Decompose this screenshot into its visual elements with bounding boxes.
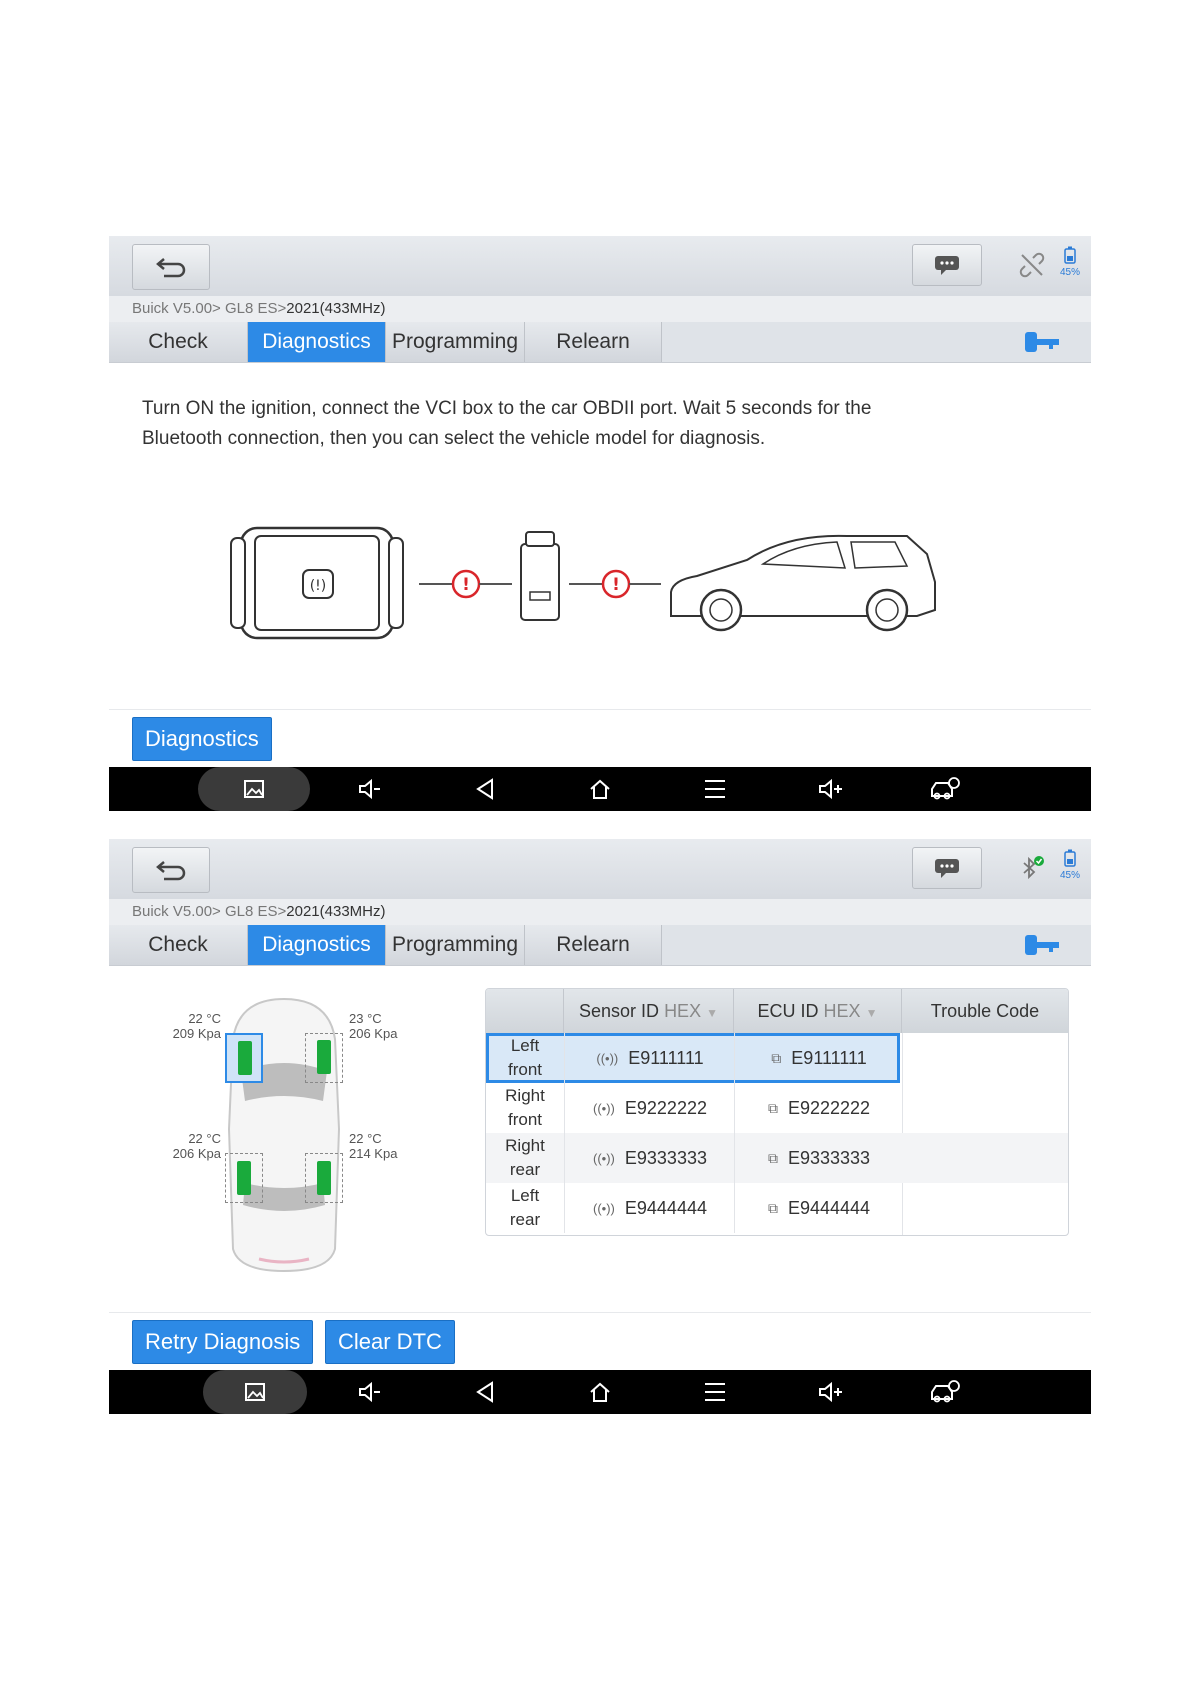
header-sensor-hex: HEX xyxy=(664,1001,702,1021)
header-trouble-code: Trouble Code xyxy=(902,989,1068,1033)
vehicle-diagnostic-button[interactable] xyxy=(895,767,995,811)
sensor-id-value: E9333333 xyxy=(624,1147,707,1168)
tab-programming[interactable]: Programming xyxy=(386,322,525,362)
breadcrumb-current: 2021(433MHz) xyxy=(286,300,386,317)
header-position xyxy=(486,989,564,1033)
screenshot-button[interactable] xyxy=(198,767,310,811)
key-icon[interactable] xyxy=(1023,933,1063,957)
warning-icon xyxy=(453,571,479,597)
warning-icon xyxy=(603,571,629,597)
tire-pressure: 206 Kpa xyxy=(349,1026,398,1041)
tpms-diagnostics-result-screen xyxy=(109,839,1091,1414)
tablet-icon xyxy=(231,528,403,638)
screenshot-button[interactable] xyxy=(203,1370,307,1414)
svg-text:!: ! xyxy=(462,575,470,595)
header-sensor-id[interactable] xyxy=(564,989,734,1033)
tire-pressure: 206 Kpa xyxy=(172,1146,221,1161)
home-icon xyxy=(588,778,612,800)
svg-text:!: ! xyxy=(612,575,620,595)
position-line2: front xyxy=(507,1110,543,1129)
tire-temp: 22 °C xyxy=(349,1131,382,1146)
tab-bar xyxy=(109,322,1091,363)
tire-reading-right-rear xyxy=(349,1131,409,1161)
top-toolbar xyxy=(109,839,1091,900)
car-diagnostic-icon xyxy=(929,1379,961,1405)
ecu-icon: ⧉ xyxy=(767,1099,778,1116)
volume-up-button[interactable] xyxy=(780,1370,880,1414)
back-nav-button[interactable] xyxy=(436,767,536,811)
message-button[interactable] xyxy=(912,244,982,286)
chat-bubble-icon xyxy=(933,857,961,879)
position-line1: Right xyxy=(505,1086,545,1105)
table-row[interactable] xyxy=(486,1083,1068,1133)
position-line1: Left xyxy=(510,1186,540,1205)
back-arrow-icon xyxy=(154,255,188,279)
battery-indicator xyxy=(1055,849,1085,881)
ecu-id-cell xyxy=(734,1183,903,1233)
table-row[interactable] xyxy=(486,1183,1068,1233)
position-line2: rear xyxy=(509,1210,541,1229)
ecu-id-value: E9444444 xyxy=(787,1197,871,1218)
tire-pressure: 214 Kpa xyxy=(349,1146,398,1161)
screenshot-icon xyxy=(243,1381,267,1403)
sort-down-icon: ▼ xyxy=(865,1006,878,1020)
ecu-id-cell xyxy=(734,1083,903,1133)
tire-temp: 23 °C xyxy=(349,1011,382,1026)
car-icon xyxy=(671,536,935,630)
volume-up-button[interactable] xyxy=(780,767,880,811)
divider xyxy=(109,1312,1091,1313)
top-toolbar xyxy=(109,236,1091,297)
volume-down-icon xyxy=(357,1381,383,1403)
clear-dtc-button[interactable]: Clear DTC xyxy=(325,1320,455,1364)
sensor-signal-icon: ((•)) xyxy=(596,1050,619,1066)
tire-left-front-selected[interactable] xyxy=(225,1033,263,1083)
volume-down-button[interactable] xyxy=(320,767,420,811)
ecu-icon: ⧉ xyxy=(771,1049,782,1066)
sort-down-icon: ▼ xyxy=(706,1006,718,1020)
tire-left-rear[interactable] xyxy=(225,1153,263,1203)
ecu-id-value: E9333333 xyxy=(787,1147,871,1168)
back-arrow-icon xyxy=(154,858,188,882)
tab-check[interactable]: Check xyxy=(109,322,248,362)
tire-reading-left-rear xyxy=(165,1131,221,1161)
row-position xyxy=(486,1033,564,1083)
tire-status-ok xyxy=(317,1161,331,1195)
sensor-id-value: E9222222 xyxy=(624,1097,707,1118)
back-button[interactable] xyxy=(132,244,210,290)
connection-diagram xyxy=(227,524,991,644)
row-position xyxy=(486,1133,564,1183)
tire-position-overview xyxy=(169,989,399,1279)
key-icon[interactable] xyxy=(1023,330,1063,354)
header-ecu-id[interactable] xyxy=(734,989,902,1033)
home-button[interactable] xyxy=(550,1370,650,1414)
tire-pressure: 209 Kpa xyxy=(172,1026,221,1041)
volume-down-button[interactable] xyxy=(320,1370,420,1414)
tab-diagnostics[interactable]: Diagnostics xyxy=(248,925,386,965)
table-row[interactable] xyxy=(486,1133,1068,1183)
tire-status-ok xyxy=(237,1161,251,1195)
sensor-id-value: E9111111 xyxy=(628,1047,704,1068)
header-ecu-hex: HEX xyxy=(823,1001,861,1021)
triangle-back-icon xyxy=(474,778,498,800)
bluetooth-connected-icon xyxy=(1019,855,1045,881)
breadcrumb-current: 2021(433MHz) xyxy=(286,903,386,920)
sensor-id-cell xyxy=(564,1133,735,1183)
breadcrumb xyxy=(109,296,1091,322)
ecu-icon: ⧉ xyxy=(767,1199,778,1216)
tire-reading-right-front xyxy=(349,1011,409,1041)
sensor-id-cell xyxy=(564,1183,735,1233)
breadcrumb-path: Buick V5.00> GL8 ES> xyxy=(132,300,287,317)
tab-programming[interactable]: Programming xyxy=(386,925,525,965)
breadcrumb xyxy=(109,899,1091,925)
table-row-selected[interactable] xyxy=(486,1033,900,1083)
tire-status-ok xyxy=(317,1040,331,1074)
car-diagnostic-icon xyxy=(929,776,961,802)
sensor-id-value: E9444444 xyxy=(624,1197,707,1218)
menu-button[interactable] xyxy=(665,1370,765,1414)
back-nav-button[interactable] xyxy=(436,1370,536,1414)
breadcrumb-path: Buick V5.00> GL8 ES> xyxy=(132,903,287,920)
tire-right-front[interactable] xyxy=(305,1033,343,1083)
sensor-id-cell xyxy=(564,1083,735,1133)
ecu-icon: ⧉ xyxy=(767,1149,778,1166)
menu-button[interactable] xyxy=(665,767,765,811)
battery-percent: 45% xyxy=(1059,267,1080,278)
header-sensor-label: Sensor ID xyxy=(579,1001,660,1021)
sensor-signal-icon: ((•)) xyxy=(593,1100,615,1116)
home-button[interactable] xyxy=(550,767,650,811)
tire-status-ok xyxy=(238,1041,252,1075)
ecu-id-cell xyxy=(734,1033,903,1083)
home-icon xyxy=(588,1381,612,1403)
ecu-id-value: E9111111 xyxy=(791,1047,867,1068)
tire-temp: 22 °C xyxy=(188,1011,221,1026)
android-nav-bar xyxy=(109,767,1091,811)
message-button[interactable] xyxy=(912,847,982,889)
sensor-id-table xyxy=(485,988,1069,1236)
tire-right-rear[interactable] xyxy=(305,1153,343,1203)
instruction-text: Turn ON the ignition, connect the VCI box to the car OBDII port. Wait 5 seconds for the Bluetooth connection, then you can select the vehicle model for diagnosis. xyxy=(142,398,872,449)
android-nav-bar xyxy=(109,1370,1091,1414)
tab-relearn[interactable]: Relearn xyxy=(525,925,662,965)
tab-check[interactable]: Check xyxy=(109,925,248,965)
position-line1: Right xyxy=(505,1136,545,1155)
back-button[interactable] xyxy=(132,847,210,893)
tab-bar xyxy=(109,925,1091,966)
volume-up-icon xyxy=(817,778,843,800)
volume-down-icon xyxy=(357,778,383,800)
chat-bubble-icon xyxy=(933,254,961,276)
row-position xyxy=(486,1083,564,1133)
tire-reading-left-front xyxy=(165,1011,221,1041)
vci-box-icon xyxy=(521,532,559,620)
row-position xyxy=(486,1183,564,1233)
divider xyxy=(109,709,1091,710)
tab-diagnostics[interactable]: Diagnostics xyxy=(248,322,386,362)
triangle-back-icon xyxy=(474,1381,498,1403)
screenshot-icon xyxy=(242,778,266,800)
position-line2: front xyxy=(507,1060,543,1079)
sensor-signal-icon: ((•)) xyxy=(593,1200,615,1216)
diagnostics-button[interactable]: Diagnostics xyxy=(132,717,272,761)
ecu-id-value: E9222222 xyxy=(787,1097,871,1118)
battery-icon xyxy=(1064,849,1076,867)
link-disconnected-icon xyxy=(1019,252,1045,278)
menu-icon xyxy=(703,1381,727,1403)
tire-temp: 22 °C xyxy=(188,1131,221,1146)
volume-up-icon xyxy=(817,1381,843,1403)
position-line2: rear xyxy=(509,1160,541,1179)
sensor-signal-icon: ((•)) xyxy=(593,1150,615,1166)
retry-diagnosis-button[interactable]: Retry Diagnosis xyxy=(132,1320,313,1364)
battery-indicator xyxy=(1055,246,1085,278)
sensor-id-cell xyxy=(564,1033,735,1083)
header-ecu-label: ECU ID xyxy=(757,1001,819,1021)
battery-percent: 45% xyxy=(1059,870,1080,881)
battery-icon xyxy=(1064,246,1076,264)
tab-relearn[interactable]: Relearn xyxy=(525,322,662,362)
menu-icon xyxy=(703,778,727,800)
vehicle-diagnostic-button[interactable] xyxy=(895,1370,995,1414)
diagnostics-connect-screen xyxy=(109,236,1091,811)
ecu-id-cell xyxy=(734,1133,903,1183)
svg-text:(!): (!) xyxy=(309,578,327,594)
position-line1: Left xyxy=(510,1036,540,1055)
